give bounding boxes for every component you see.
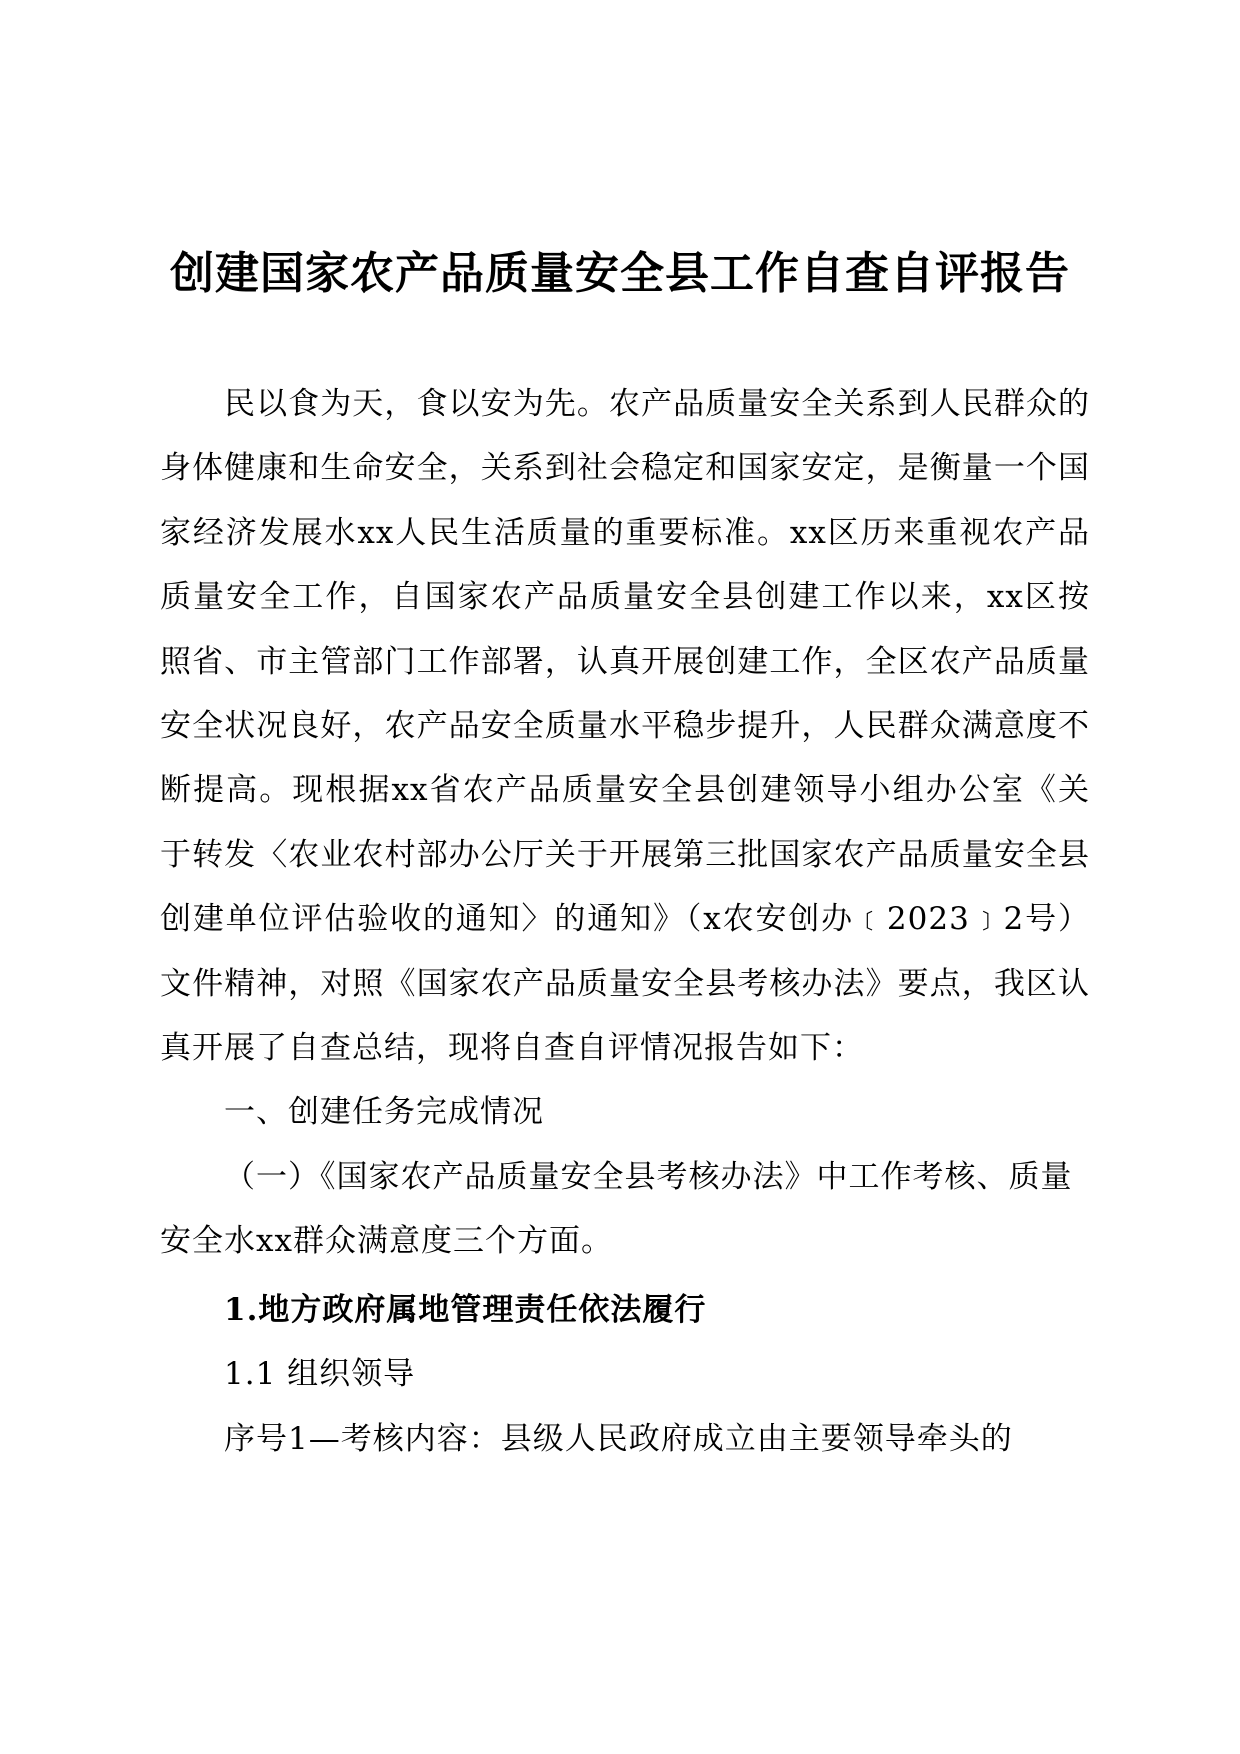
subitem-heading: 1.1 组织领导 (224, 1356, 416, 1393)
intro-paragraph: 民以食为天，食以安为先。农产品质量安全关系到人民群众的身体健康和生命安全，关系到社会稳定和国家安定，是衡量一个国家经济发展水xx人民生活质量的重要标准。xx区历来重视农产品质量安全工作，自国家农产品质量安全县创建工作以来，xx区按照省、市主管部门工作部署，认真开展创建工作，全区农产品质量安全状况良好，农产品安全质量水平稳步提升，人民群众满意度不断提高。现根据xx省农产品质量安全县创建领导小组办公室《关于转发〈农业农村部办公厅关于开展第三批国家农产品质量安全县创建单位评估验收的通知〉的通知》（x农安创办﹝2023﹞2号）文件精神，对照《国家农产品质量安全县考核办法》要点，我区认真开展了自查总结，现将自查自评情况报告如下： (160, 386, 1090, 1067)
subsection-paragraph: （一）《国家农产品质量安全县考核办法》中工作考核、质量安全水xx群众满意度三个方面。 (160, 1158, 1073, 1260)
document-body (160, 372, 1090, 1471)
document-title: 创建国家农产品质量安全县工作自查自评报告 (170, 248, 1070, 299)
section-heading: 一、创建任务完成情况 (224, 1094, 544, 1131)
item-heading: 1.地方政府属地管理责任依法履行 (224, 1291, 707, 1328)
last-paragraph: 序号1—考核内容：县级人民政府成立由主要领导牵头的 (224, 1420, 1013, 1457)
